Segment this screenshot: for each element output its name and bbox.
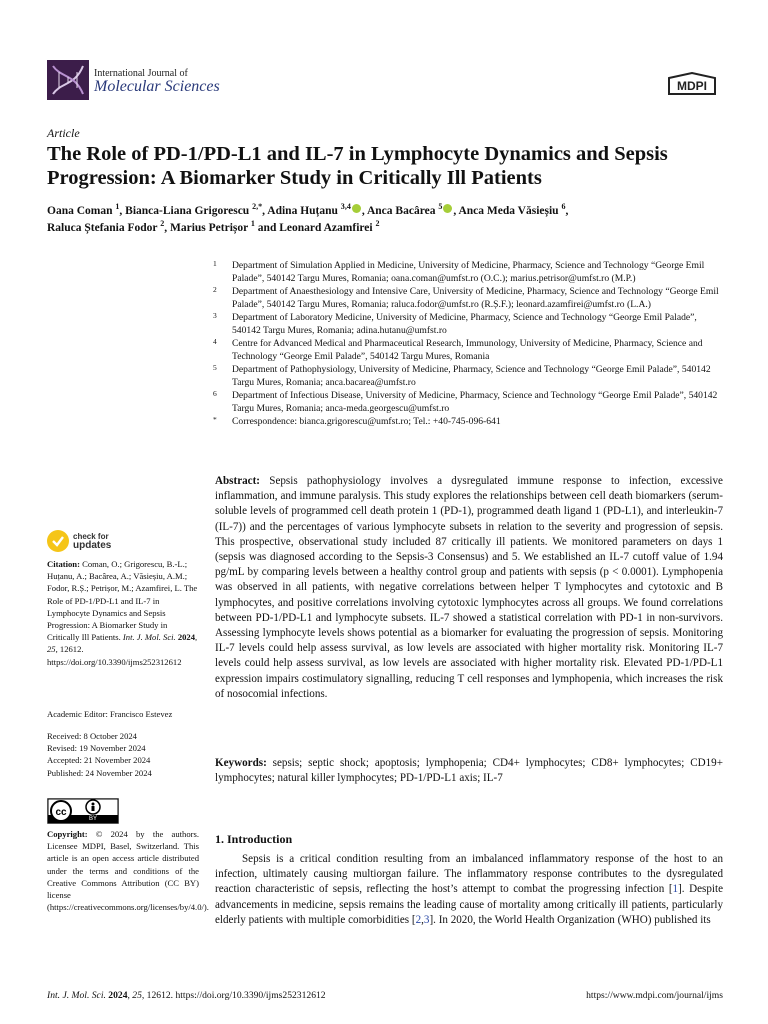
author-name: Bianca-Liana Grigorescu [125, 205, 253, 217]
affiliation-number: 4 [213, 337, 217, 346]
journal-logo-icon [47, 60, 89, 100]
abstract [215, 474, 723, 702]
affiliation-item [207, 285, 727, 311]
check-line1: check for [73, 532, 109, 541]
academic-editor: Academic Editor: Francisco Estevez [47, 709, 173, 719]
author-affiliation-number: 2 [160, 219, 165, 229]
author-list: Oana Coman $^1$, Bianca-Liana Grigorescu $^{2,*}$, Adina Huțanu $^{3,4}$ , Anca Bacârea $^5$ , Anca Meda Văsieșiu $^6$, Raluca Ștefania Fodor $^2$, Marius Petrișor $^1$ and Leonard Azamfirei $^2$ [47, 202, 569, 234]
affiliation-number: 5 [213, 363, 217, 372]
intro-text: Sepsis is a critical condition resulting from an imbalanced inflammatory response of the host to an infection, ultimately causing multiorgan failure. The inflammatory response contributes to the dysregulated reaction characteristic of sepsis, reflecting the host’s attempt to combat the progressing infection [ [215, 853, 723, 896]
received-date: Received: 8 October 2024 [47, 731, 137, 741]
affiliation-number: 6 [213, 389, 217, 398]
article-title: The Role of PD-1/PD-L1 and IL-7 in Lymphocyte Dynamics and Sepsis Progression: A Biomarker Study in Critically Ill Patients [47, 143, 668, 189]
accepted-date: Accepted: 21 November 2024 [47, 755, 151, 766]
journal-name-line1: International Journal of [94, 68, 188, 79]
intro-text: ]. Despite advancements in medicine, sepsis remains the leading cause of mortality among critically ill patients, particularly elderly patients with multiple comorbidities [ [215, 883, 723, 926]
author-affiliation-number: 5 [438, 202, 443, 212]
footer-year: 2024 [108, 990, 128, 1001]
affiliation-text: Department of Laboratory Medicine, University of Medicine, Pharmacy, Science and Technology “George Emil Palade”, 540142 Targu Mures, Romania; adina.hutanu@umfst.ro [232, 312, 697, 336]
abstract-text: Sepsis pathophysiology involves a dysregulated immune response to infection, excessive inflammation, and immune paralysis. This study explores the relationships between cell death biomarkers (serum-soluble levels of programmed cell death protein 1 (PD-1), programmed death ligand 1 (PD-L1), and interleukin-7 (IL-7)) and the percentages of various lymphocyte subsets in relation to the severity and progression of sepsis. This prospective, observational study included 87 critically ill patients. We monitored parameters on days 1 (sepsis was diagnosed according to the Sepsis-3 Consensus) and 5. We established an IL-7 cutoff value of 1.94 pg/mL by comparing levels between a healthy control group and patients with sepsis (p < 0.0001). Lymphopenia was observed in all patients, with negative correlations between helper T lymphocytes and cytotoxic and B lymphocytes, and positive correlations involving cytotoxic lymphocytes across all groups. We found correlations between PD-1/PD-L1 and lymphocyte subsets. IL-7 showed a statistical correlation with PD-1 in non-survivors. Assessing lymphocyte levels shows potential as a biomarker for evaluating the progression of sepsis. Monitoring IL-7 levels could help assess survival, as low levels are associated with higher mortality risk. Monitoring IL-7 levels could help assess survival, as low levels are associated with higher mortality risk. Elevated PD-1/PD-L1 expression impairs costimulatory signalling, reducing T cell responses and lymphopenia, which increases the risk of nosocomial infections. [215, 475, 723, 700]
footer-journal: Int. J. Mol. Sci. [47, 990, 106, 1001]
svg-text:cc: cc [55, 807, 67, 818]
affiliation-item [207, 389, 727, 415]
dates-block [47, 730, 199, 779]
published-date: Published: 24 November 2024 [47, 767, 152, 778]
affiliation-number: * [213, 415, 217, 424]
revised-date: Revised: 19 November 2024 [47, 743, 146, 754]
affiliation-text: Centre for Advanced Medical and Pharmaceutical Research, Immunology, University of Medicine, Pharmacy, Science and Technology “George Emil Palade”, 540142 Targu Mures, Romania [232, 338, 703, 362]
cc-by-label: BY [88, 816, 97, 822]
affiliation-item [207, 337, 727, 363]
reference-link[interactable]: 2 [415, 913, 422, 926]
mdpi-logo-icon [665, 72, 719, 98]
author-affiliation-number: 3,4 [340, 202, 351, 212]
check-for-updates-button[interactable] [47, 530, 111, 552]
section-heading: 1. Introduction [215, 832, 293, 846]
citation-doi: 12612. https://doi.org/10.3390/ijms252312612 [47, 644, 182, 667]
publisher-name: MDPI [677, 79, 707, 93]
journal-url-link[interactable]: https://www.mdpi.com/journal/ijms [586, 990, 723, 1001]
cc-icon [47, 798, 119, 824]
keywords-label: Keywords: [215, 757, 267, 769]
author-affiliation-number: 2,* [252, 202, 263, 212]
affiliation-number: 2 [213, 285, 217, 294]
cc-license-badge[interactable] [47, 798, 119, 824]
affiliation-number: 1 [213, 259, 217, 268]
citation-label: Citation: [47, 559, 80, 569]
author-name: Raluca Ștefania Fodor [47, 222, 161, 234]
citation-text: Coman, O.; Grigorescu, B.-L.; Huțanu, A.; Bacârea, A.; Văsieșiu, A.M.; Fodor, R.Ș.; Petrișor, M.; Azamfirei, L. The Role of PD-1/PD-L1 and IL-7 in Lymphocyte Dynamics and Sepsis Progression: A Biomarker Study in Critically Ill Patients. [47, 559, 198, 643]
author-name: Anca Meda Văsieșiu [458, 205, 562, 217]
keywords [215, 756, 723, 786]
affiliation-text: Department of Simulation Applied in Medicine, University of Medicine, Pharmacy, Science and Technology “George Emil Palade”, 540142 Targu Mures, Romania; oana.coman@umfst.ro (O.C.); marius.petrisor@umfst.ro (M.P.) [232, 260, 705, 284]
page-footer: Int. J. Mol. Sci. 2024, 25, 12612. https://doi.org/10.3390/ijms252312612 https://www.mdpi.com/journal/ijms [47, 990, 723, 1001]
reference-link[interactable]: 3 [423, 913, 430, 926]
copyright-label: Copyright: [47, 829, 88, 839]
author-affiliation-number: 1 [115, 202, 120, 212]
author-affiliation-number: 1 [250, 219, 255, 229]
affiliation-number: 3 [213, 311, 217, 320]
citation-block: Citation: Coman, O.; Grigorescu, B.-L.; Huțanu, A.; Bacârea, A.; Văsieșiu, A.M.; Fodor, R.Ș.; Petrișor, M.; Azamfirei, L. The Role of PD-1/PD-L1 and IL-7 in Lymphocyte Dynamics and Sepsis Progression: A Biomarker Study in Critically Ill Patients. Int. J. Mol. Sci. 2024, 25, 12612. https://doi.org/10.3390/ijms252312612 [47, 559, 198, 667]
affiliation-text: Department of Anaesthesiology and Intensive Care, University of Medicine, Pharmacy, Science and Technology “George Emil Palade”, 540142 Targu Mures, Romania; raluca.fodor@umfst.ro (R.Ș.F.); leonard.azamfirei@umfst.ro (L.A.) [232, 286, 719, 310]
orcid-icon[interactable] [443, 204, 452, 213]
author-affiliation-number: 2 [375, 219, 380, 229]
footer-volume: 25 [132, 990, 142, 1001]
affiliation-text: Department of Infectious Disease, University of Medicine, Pharmacy, Science and Technology “George Emil Palade”, 540142 Targu Mures, Romania; anca-meda.georgescu@umfst.ro [232, 390, 718, 414]
affiliation-item [207, 363, 727, 389]
author-name: Leonard Azamfirei [279, 222, 376, 234]
citation-journal: Int. J. Mol. Sci. [122, 632, 176, 643]
orcid-icon[interactable] [352, 204, 361, 213]
affiliation-text: Department of Pathophysiology, University of Medicine, Pharmacy, Science and Technology “George Emil Palade”, 540142 Targu Mures, Romania; anca.bacarea@umfst.ro [232, 364, 711, 388]
check-line2: updates [73, 540, 112, 551]
author-name: Anca Bacârea [366, 205, 439, 217]
author-name: Oana Coman [47, 205, 116, 217]
affiliation-item [207, 311, 727, 337]
author-name: Marius Petrișor [169, 222, 251, 234]
introduction-paragraph: Sepsis is a critical condition resulting from an imbalanced inflammatory response of the host to an infection, ultimately causing multiorgan failure. The inflammatory response contributes to the dysregulated reaction characteristic of sepsis, reflecting the host’s attempt to combat the progressing infection [1]. Despite advancements in medicine, sepsis remains the leading cause of mortality among critically ill patients, particularly elderly patients with multiple comorbidities [2,3]. In 2020, the World Health Organization (WHO) published its [215, 853, 723, 926]
author-affiliation-number: 6 [561, 202, 566, 212]
footer-doi: 12612. https://doi.org/10.3390/ijms252312612 [146, 990, 326, 1001]
abstract-label: Abstract: [215, 475, 260, 487]
citation-year: 2024 [177, 632, 196, 643]
author-name: Adina Huțanu [267, 205, 341, 217]
citation-volume: 25 [47, 644, 56, 655]
article-type: Article [47, 126, 80, 140]
intro-text: ]. In 2020, the World Health Organization (WHO) published its [429, 913, 711, 926]
copyright-text: © 2024 by the authors. Licensee MDPI, Basel, Switzerland. This article is an open access article distributed under the terms and conditions of the Creative Commons Attribution (CC BY) license (https://creativecommons.org/licenses/by/4.0/). [47, 829, 209, 913]
affiliation-item [207, 415, 727, 428]
keywords-text: sepsis; septic shock; apoptosis; lymphopenia; CD4+ lymphocytes; CD8+ lymphocytes; CD19+ lymphocytes; natural killer lymphocytes; PD-1/PD-L1 axis; IL-7 [215, 757, 723, 785]
journal-name-line2: Molecular Sciences [94, 78, 220, 95]
affiliation-text: Correspondence: bianca.grigorescu@umfst.ro; Tel.: +40-745-096-641 [232, 416, 501, 427]
reference-link[interactable]: 1 [672, 883, 679, 896]
check-updates-icon [47, 530, 69, 552]
copyright-block [47, 828, 209, 913]
affiliation-list [207, 259, 727, 428]
affiliation-item [207, 259, 727, 285]
